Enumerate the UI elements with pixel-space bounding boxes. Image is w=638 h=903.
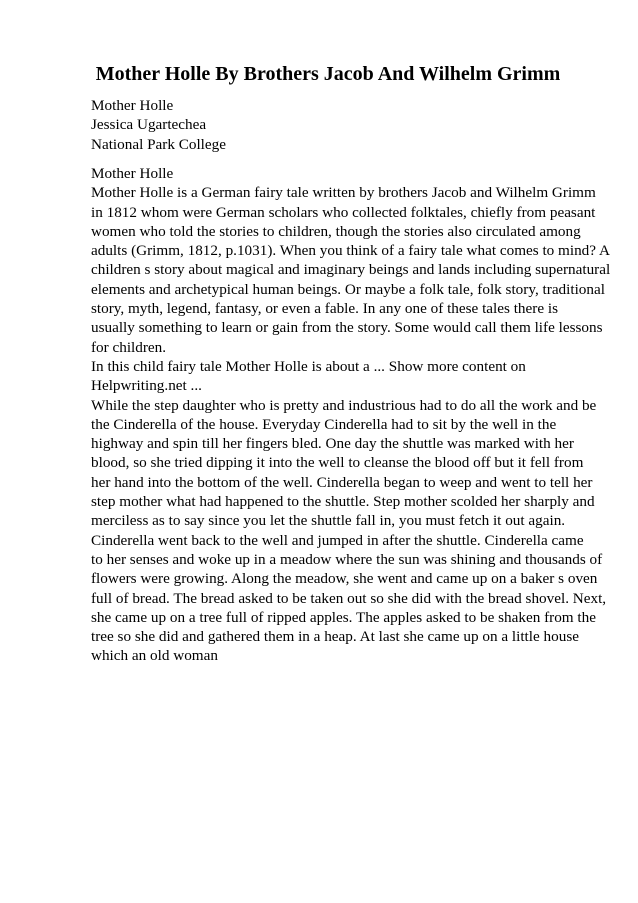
document-body — [91, 164, 611, 666]
body-line: to her senses and woke up in a meadow where the sun was shining and thousands of — [91, 550, 603, 568]
body-line: merciless as to say since you let the shuttle fall in, you must fetch it out again. — [91, 512, 566, 530]
body-line: adults (Grimm, 1812, p.1031). When you think of a fairy tale what comes to mind? A — [91, 242, 610, 260]
body-line: Cinderella went back to the well and jumped in after the shuttle. Cinderella came — [91, 531, 584, 549]
body-line: highway and spin till her fingers bled. One day the shuttle was marked with her — [91, 435, 574, 453]
body-line: which an old woman — [91, 647, 218, 665]
document-title: Mother Holle By Brothers Jacob And Wilhelm Grimm — [95, 63, 561, 85]
body-line-link-text: Helpwriting.net ... — [91, 377, 202, 395]
author-header — [91, 96, 601, 154]
body-line: women who told the stories to children, though the stories also circulated among — [91, 222, 581, 240]
body-line: flowers were growing. Along the meadow, she went and came up on a baker s oven — [91, 570, 598, 588]
body-line: step mother what had happened to the shuttle. Step mother scolded her sharply and — [91, 493, 595, 511]
header-line-author: Jessica Ugartechea — [91, 116, 207, 134]
body-line: for children. — [91, 338, 167, 356]
body-line: tree so she did and gathered them in a heap. At last she came up on a little house — [91, 628, 579, 646]
body-line: the Cinderella of the house. Everyday Cinderella had to sit by the well in the — [91, 415, 557, 433]
body-line: blood, so she tried dipping it into the well to cleanse the blood off but it fell from — [91, 454, 584, 472]
body-line: Mother Holle — [91, 165, 174, 182]
header-line-institution: National Park College — [91, 135, 226, 153]
body-line: elements and archetypical human beings. Or maybe a folk tale, folk story, traditional — [91, 280, 605, 298]
body-line: her hand into the bottom of the well. Cinderella began to weep and went to tell her — [91, 473, 593, 491]
body-line: While the step daughter who is pretty and industrious had to do all the work and be — [91, 396, 597, 414]
body-line: in 1812 whom were German scholars who collected folktales, chiefly from peasant — [91, 203, 596, 221]
body-line: she came up on a tree full of ripped apples. The apples asked to be shaken from the — [91, 608, 596, 626]
header-line-essay-title: Mother Holle — [91, 97, 174, 114]
body-line: usually something to learn or gain from the story. Some would call them life lessons — [91, 319, 603, 337]
body-line: full of bread. The bread asked to be taken out so she did with the bread shovel. Next, — [91, 589, 607, 607]
body-line: In this child fairy tale Mother Holle is about a ... Show more content on — [91, 357, 526, 375]
body-line: story, myth, legend, fantasy, or even a fable. In any one of these tales there is — [91, 300, 558, 318]
body-line: children s story about magical and imaginary beings and lands including supernatural — [91, 261, 611, 279]
body-line: Mother Holle is a German fairy tale written by brothers Jacob and Wilhelm Grimm — [91, 184, 596, 202]
